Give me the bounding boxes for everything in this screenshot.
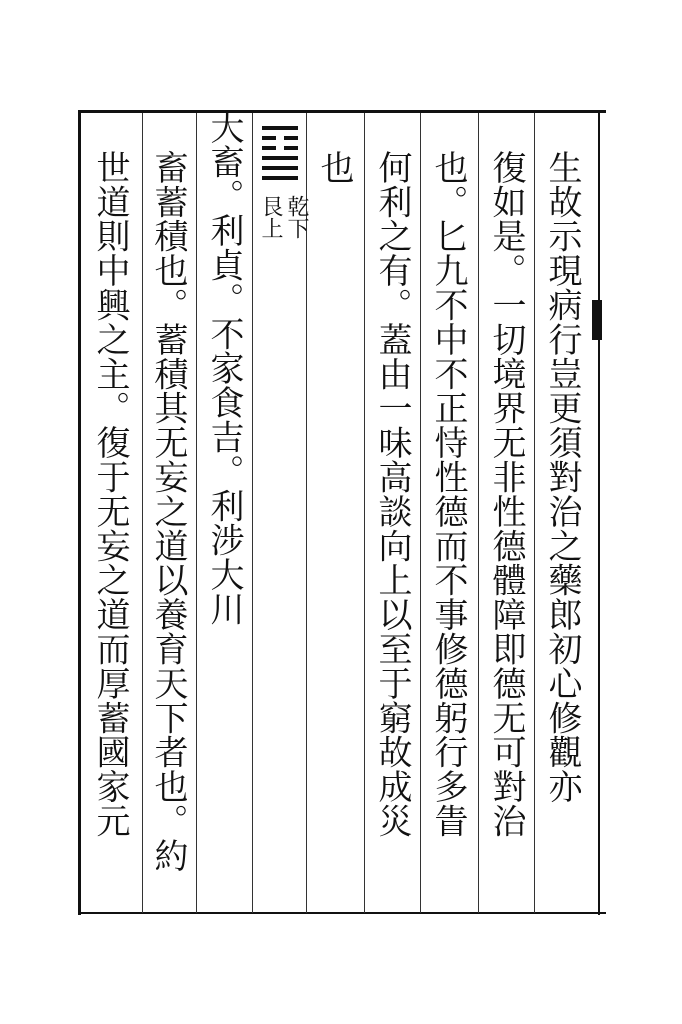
- frame-right-border: [598, 110, 600, 915]
- column-divider: [420, 113, 421, 913]
- hexagram-line-segment: [262, 136, 276, 140]
- upper-trigram-label: 乾下: [284, 195, 309, 239]
- lower-trigram-label: 艮上: [258, 195, 283, 239]
- hexagram-symbol: [262, 126, 298, 186]
- column-divider: [252, 113, 253, 913]
- hexagram-line-segment: [262, 146, 276, 150]
- hexagram-broken-line: [262, 136, 298, 140]
- frame-left-border: [78, 110, 81, 915]
- text-column-8: 世道則中興之主。復于无妄之道而厚蓄國家元: [90, 150, 130, 838]
- column-divider: [142, 113, 143, 913]
- hexagram-solid-line: [262, 156, 298, 160]
- frame-top-border: [78, 110, 606, 113]
- fold-edge-mark: [592, 300, 602, 340]
- column-divider: [196, 113, 197, 913]
- column-divider: [534, 113, 535, 913]
- text-column-1: 生故示現病行豈更須對治之藥郎初心修觀亦: [542, 150, 582, 804]
- hexagram-solid-line: [262, 126, 298, 130]
- column-divider: [364, 113, 365, 913]
- text-column-7: 畜蓄積也。蓄積其无妄之道以養育天下者也。約: [148, 150, 188, 873]
- text-column-3: 也。匕九不中不正恃性德而不事修德躬行多眚: [428, 150, 468, 838]
- text-column-5: 也: [314, 150, 354, 185]
- text-column-6-heading: 大畜。利貞。不家食吉。利涉大川: [204, 110, 244, 626]
- hexagram-line-segment: [284, 146, 298, 150]
- text-column-2: 復如是。一切境界无非性德體障即德无可對治: [486, 150, 526, 838]
- hexagram-line-segment: [284, 136, 298, 140]
- column-divider: [478, 113, 479, 913]
- hexagram-broken-line: [262, 146, 298, 150]
- frame-bottom-border: [78, 912, 606, 914]
- text-column-4: 何利之有。蓋由一味高談向上以至于窮故成災: [372, 150, 412, 838]
- hexagram-solid-line: [262, 166, 298, 170]
- hexagram-solid-line: [262, 176, 298, 180]
